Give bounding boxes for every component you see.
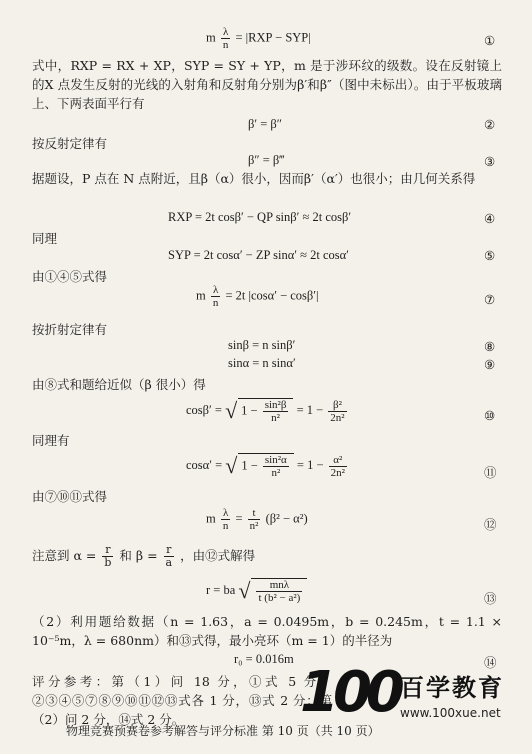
eq-text: = 2t |cosα′ − cosβ′| [225,288,319,303]
equation-3: β″ = β‴ [248,153,285,167]
radicand: 1 − $\frac{\text{sin²α}}{\text{n²}}$ [238,453,293,479]
radical-sign: √ [238,578,251,603]
frac-top: λ [221,26,231,39]
eq-text: m [206,511,216,526]
frac-top: sin²β [264,399,287,411]
equation-11 [186,453,349,479]
frac-bottom: b [104,556,112,569]
equation-7 [196,284,319,309]
note-text: 注意到 α = [32,548,97,563]
frac-bottom: t (b² − a²) [258,592,301,604]
eq-text: = [235,511,243,526]
fraction [263,454,289,479]
fraction [211,284,221,309]
frac-bottom: n [222,39,229,51]
frac-top: sin²α [264,454,287,466]
fraction [248,507,261,532]
paragraph: 据题设，P 点在 N 点附近，且β（α）很小，因而β′（α′）也很小；由几何关系得 [32,171,476,186]
heading-line: 同理有 [32,433,70,448]
eq-text: = |RXP − SYP| [235,30,311,45]
heading-line: 由①④⑤式得 [32,269,108,284]
note-text: ，由⑫式解得 [180,548,256,563]
page-footer: 物理竞赛预赛卷参考解答与评分标准 第 10 页（共 10 页） [66,724,380,738]
equation-number: ⑧ [484,339,496,354]
fraction [102,544,113,569]
equation-number: ⑨ [484,357,496,372]
equation-8: sinβ = n sinβ′ [228,338,296,352]
watermark-logo [300,660,530,740]
eq-text: m [196,288,206,303]
eq-text: = 1 − [296,402,324,417]
fraction [256,579,302,604]
equation-number: ⑭ [484,655,497,670]
equation-2: β′ = β″ [248,117,282,131]
frac-top: α² [329,454,347,467]
equation-number: ⑬ [484,591,497,606]
frac-top: mnλ [256,579,302,592]
fraction [329,454,347,479]
equation-4: RXP = 2t cosβ′ − QP sinβ′ ≈ 2t cosβ′ [168,210,352,224]
equation-number: ⑩ [484,408,496,423]
frac-bottom: n [212,297,219,309]
equation-number: ① [484,33,496,48]
radicand [251,578,307,604]
heading-line: 由⑦⑩⑪式得 [32,489,108,504]
frac-bottom: n² [249,520,259,532]
equation-1 [206,26,311,51]
logo-url: www.100xue.net [400,706,501,720]
eq-text: (β² − α²) [265,511,308,526]
equation-14: r₀ = 0.016m [234,652,294,666]
frac-top: t [248,507,261,520]
equation-number: ⑤ [484,248,496,263]
heading-line: 按反射定律有 [32,136,108,151]
fraction [221,507,231,532]
equation-number: ⑦ [484,292,496,307]
equation-number: ③ [484,154,496,169]
eq-text: cosβ′ = [186,402,222,417]
radicand: 1 − $\frac{\text{sin²β}}{\text{n²}}$ [238,398,293,424]
note-line [32,544,255,569]
equation-12 [206,507,308,532]
paragraph: 式中，RXP = RX + XP，SYP = SY + YP，m 是于涉环纹的级数。设在反射镜上的X 点发生反射的光线的入射角和反射角分别为β′和β″（图中未标出）。由于平板玻璃上、下两表面平行有 [32,58,502,111]
eq-text: = 1 − [296,457,324,472]
frac-top: λ [221,507,231,520]
note-text: 和 β = [119,548,158,563]
paragraph: 评分参考：第（1）问 18 分，①式 5 分，②③④⑤⑦⑧⑨⑩⑪⑫⑬式各 1 分，⑬式 2 分；第（2）问 2 分，⑭式 2 分。 [32,674,332,727]
logo-mark: 100 [300,660,399,725]
frac-top: r [164,544,175,557]
logo-name: 百学教育 [400,674,504,702]
heading-line: 按折射定律有 [32,322,108,337]
equation-9: sinα = n sinα′ [228,356,296,370]
frac-bottom: 2n² [330,466,345,479]
eq-text: r = ba [206,582,236,597]
frac-bottom: 2n² [330,411,345,424]
equation-13 [206,578,307,604]
frac-top: r [102,544,113,557]
equation-number: ④ [484,211,496,226]
equation-number: ⑪ [484,465,497,480]
equation-number: ② [484,117,496,132]
frac-top: β² [328,399,346,412]
eq-text: cosα′ = [186,457,223,472]
frac-bottom: n² [271,412,280,424]
equation-5: SYP = 2t cosα′ − ZP sinα′ ≈ 2t cosα′ [168,248,349,262]
frac-top: λ [211,284,221,297]
equation-number: ⑫ [484,517,497,532]
fraction [221,26,231,51]
frac-bottom: a [165,556,173,569]
fraction [263,399,289,424]
frac-bottom: n² [271,467,281,479]
frac-bottom: n [222,520,229,532]
paragraph: （2）利用题给数据（n = 1.63，a = 0.0495m，b = 0.245m，t = 1.1 × 10⁻⁵m，λ = 680nm）和⑬式得，最小亮环（m = 1）的半径为 [32,614,502,648]
radical-sign: √ [225,398,238,423]
eq-text: m [206,30,216,45]
equation-10 [186,398,349,424]
fraction [164,544,175,569]
fraction [328,399,346,424]
heading-line: 同理 [32,231,58,246]
radical-sign: √ [225,453,238,478]
heading-line: 由⑧式和题给近似（β 很小）得 [32,377,206,392]
